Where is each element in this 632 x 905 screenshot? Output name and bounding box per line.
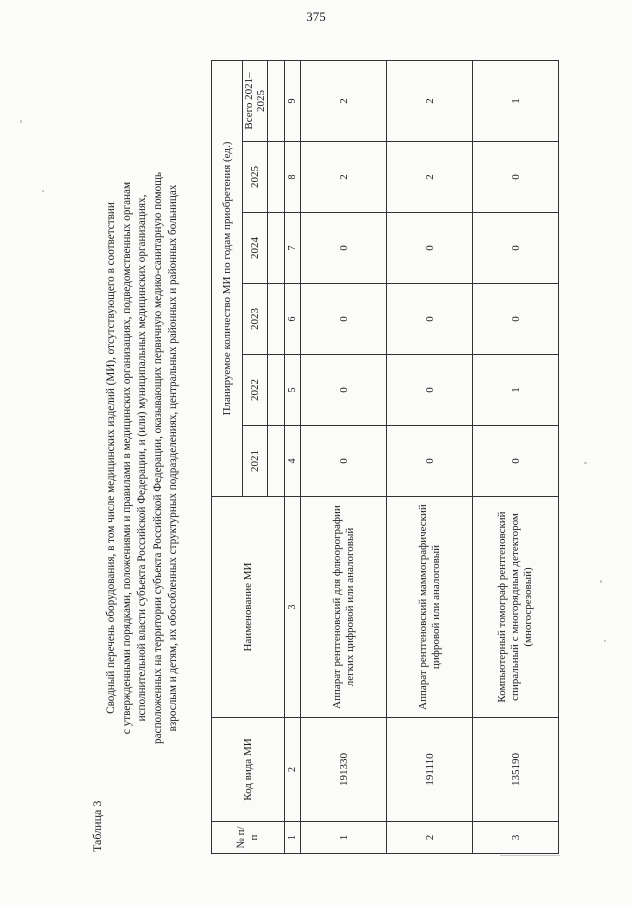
- header-year: 2024: [243, 213, 268, 284]
- row-value: 0: [473, 284, 559, 355]
- row-num: 3: [473, 822, 559, 854]
- column-number: 1: [285, 822, 301, 854]
- row-value: 0: [473, 426, 559, 497]
- row-value: 1: [473, 355, 559, 426]
- column-number: 9: [285, 60, 301, 141]
- row-value: 0: [473, 213, 559, 284]
- scan-speck: [604, 640, 606, 642]
- row-num: 1: [301, 822, 387, 854]
- row-name: Аппарат рентгеновский маммографический цифровой или аналоговый: [387, 497, 473, 718]
- row-value: 0: [301, 355, 387, 426]
- scan-speck: [584, 462, 587, 464]
- column-number-row: [285, 60, 301, 853]
- column-number: 5: [285, 355, 301, 426]
- title-line: с утвержденными порядками, положениями и правилами в медицинских организациях, подведомственных органам: [120, 181, 133, 735]
- column-number: 3: [285, 497, 301, 718]
- scan-speck: [20, 120, 22, 123]
- scan-speck: [500, 855, 560, 856]
- row-value: 0: [473, 142, 559, 213]
- title-line: взрослым и детям, их обособленных структурных подразделениях, центральных районных и районных больницах: [167, 184, 180, 732]
- row-value: 2: [301, 142, 387, 213]
- title-line: расположенных на территории субъекта Российской Федерации, оказывающих первичную медико-санитарную помощь: [151, 172, 164, 744]
- header-num: № п/п: [212, 822, 285, 854]
- row-value: 2: [387, 142, 473, 213]
- header-row: [212, 60, 243, 853]
- header-total: Всего 2021–2025: [243, 60, 268, 141]
- page-number: 375: [306, 9, 326, 24]
- row-num: 2: [387, 822, 473, 854]
- row-value: 0: [387, 426, 473, 497]
- table-title: [104, 62, 182, 854]
- table-row: [301, 60, 387, 853]
- column-number: 2: [285, 718, 301, 822]
- header-year: 2022: [243, 355, 268, 426]
- column-number: 6: [285, 284, 301, 355]
- row-total: 2: [301, 60, 387, 141]
- row-code: 191110: [387, 718, 473, 822]
- header-year: 2021: [243, 426, 268, 497]
- row-total: 2: [387, 60, 473, 141]
- row-value: 0: [301, 284, 387, 355]
- equipment-table: [211, 60, 559, 854]
- row-name: Аппарат рентгеновский для флюорографии легких цифровой или аналоговый: [301, 497, 387, 718]
- column-number: 7: [285, 213, 301, 284]
- row-code: 191330: [301, 718, 387, 822]
- header-year: 2023: [243, 284, 268, 355]
- title-line: Сводный перечень оборудования, в том числе медицинских изделий (МИ), отсутствующего в соответствии: [105, 202, 117, 714]
- row-code: 135190: [473, 718, 559, 822]
- header-year: 2025: [243, 142, 268, 213]
- table-label: Таблица 3: [90, 800, 104, 852]
- table-row: [387, 60, 473, 853]
- header-name: Наименование МИ: [212, 497, 285, 718]
- row-name: Компьютерный томограф рентгеновский спиральный с многорядным детектором (многосрезовый): [473, 497, 559, 718]
- column-number: 8: [285, 142, 301, 213]
- header-planned: Планируемое количество МИ по годам приобретения (ед.): [212, 60, 243, 496]
- row-value: 0: [301, 426, 387, 497]
- row-value: 0: [301, 213, 387, 284]
- header-code: Код вида МИ: [212, 718, 285, 822]
- row-value: 0: [387, 355, 473, 426]
- table-row: [473, 60, 559, 853]
- row-total: 1: [473, 60, 559, 141]
- title-line: исполнительной власти субъекта Российской Федерации, и (или) муниципальных медицинских организациях,: [136, 194, 149, 722]
- column-number: 4: [285, 426, 301, 497]
- scan-speck: [42, 190, 44, 192]
- row-value: 0: [387, 213, 473, 284]
- row-value: 0: [387, 284, 473, 355]
- scan-speck: [600, 580, 602, 583]
- rotated-content: [90, 62, 618, 854]
